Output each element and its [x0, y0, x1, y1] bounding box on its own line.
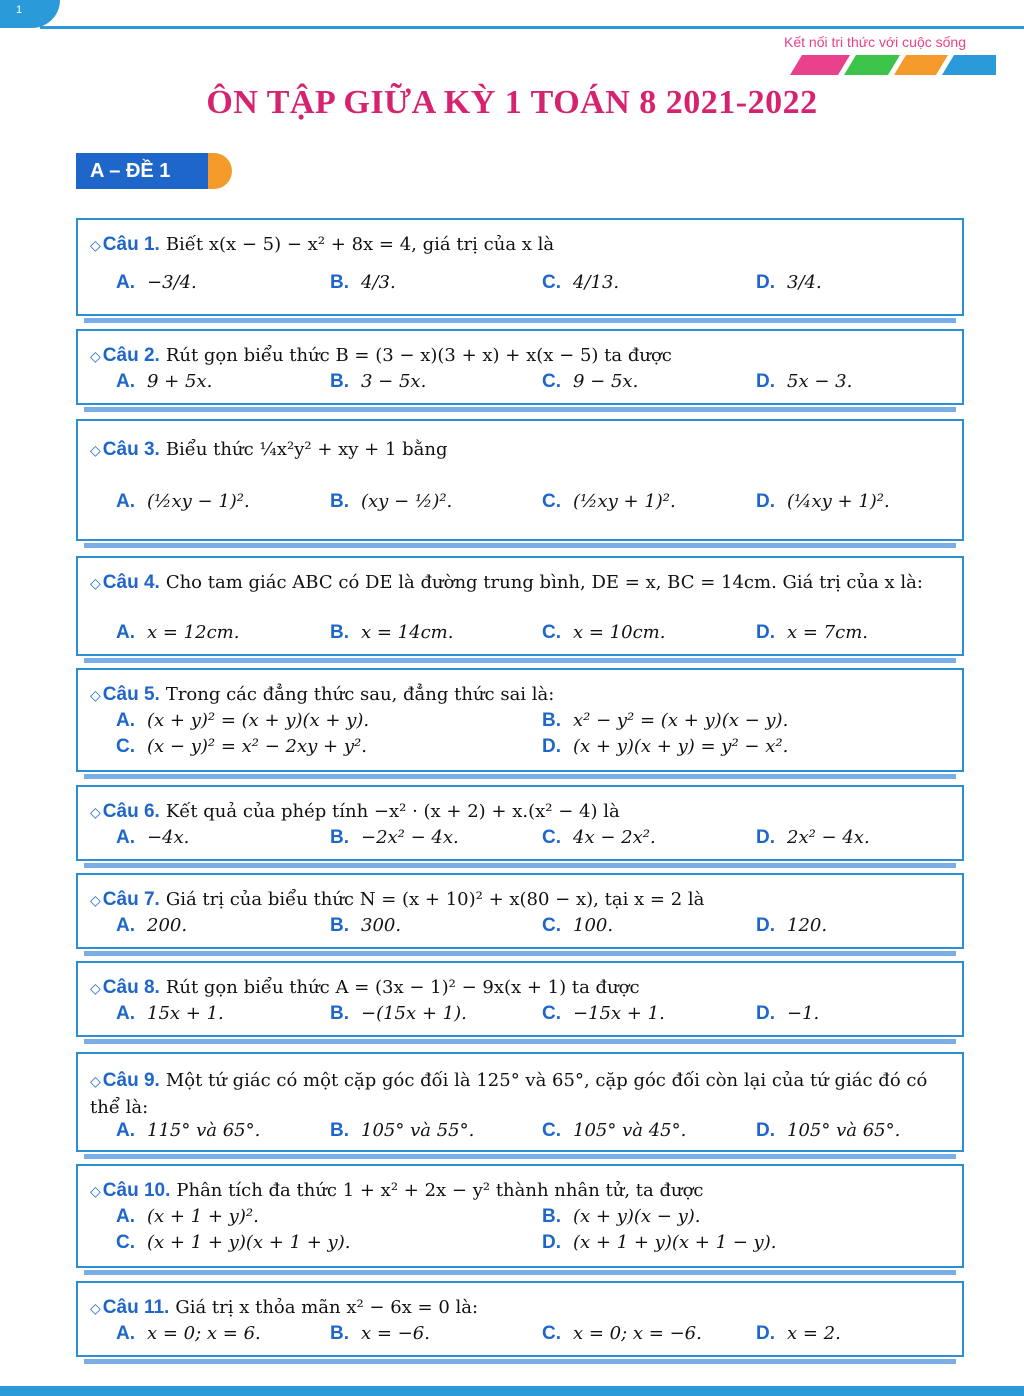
question-stem: Cho tam giác ABC có DE là đường trung bình, DE = x, BC = 14cm. Giá trị của x là:: [165, 572, 923, 593]
option-b: B. (x + y)(x − y).: [542, 1206, 701, 1227]
option-c: C. 9 − 5x.: [542, 371, 639, 392]
diamond-bullet-icon: ◇: [90, 981, 101, 997]
option-b: B. (xy − ½)².: [330, 491, 453, 512]
option-d: D. 105° và 65°.: [756, 1120, 901, 1141]
section-label: A – ĐỀ 1: [76, 153, 232, 189]
option-b: B. 300.: [330, 915, 402, 936]
option-b: B. x² − y² = (x + y)(x − y).: [542, 710, 789, 731]
question-label: Câu 1.: [102, 234, 160, 255]
question-7: ◇ Câu 7. Giá trị của biểu thức N = (x + 10)² + x(80 − x), tại x = 2 là A. 200. B. 300. C. 100. D. 120.: [76, 873, 964, 949]
question-stem: Trong các đẳng thức sau, đẳng thức sai là:: [165, 684, 555, 705]
option-a: A. (x + y)² = (x + y)(x + y).: [116, 710, 370, 731]
question-4: ◇ Câu 4. Cho tam giác ABC có DE là đường trung bình, DE = x, BC = 14cm. Giá trị của x là: A. x = 12cm. B. x = 14cm. C. x = 10cm. D. x = 7cm.: [76, 556, 964, 656]
footer-bar: [0, 1386, 1024, 1396]
question-stem: Rút gọn biểu thức A = (3x − 1)² − 9x(x + 1) ta được: [165, 977, 640, 998]
option-b: B. x = −6.: [330, 1323, 430, 1344]
question-stem: Biểu thức ¼x²y² + xy + 1 bằng: [165, 439, 448, 460]
option-a: A. (x + 1 + y)².: [116, 1206, 259, 1227]
option-a: A. 115° và 65°.: [116, 1120, 261, 1141]
diamond-bullet-icon: ◇: [90, 688, 101, 704]
question-stem: Rút gọn biểu thức B = (3 − x)(3 + x) + x(x − 5) ta được: [165, 345, 672, 366]
option-c: C. (½xy + 1)².: [542, 491, 676, 512]
option-a: A. (½xy − 1)².: [116, 491, 250, 512]
option-c: C. 100.: [542, 915, 614, 936]
option-d: D. 5x − 3.: [756, 371, 853, 392]
question-stem: Kết quả của phép tính −x² · (x + 2) + x.(x² − 4) là: [165, 801, 620, 822]
page-title: ÔN TẬP GIỮA KỲ 1 TOÁN 8 2021-2022: [206, 84, 818, 121]
option-a: A. −3/4.: [116, 272, 197, 293]
question-11: ◇ Câu 11. Giá trị x thỏa mãn x² − 6x = 0 là: A. x = 0; x = 6. B. x = −6. C. x = 0; x = −6. D. x = 2.: [76, 1281, 964, 1357]
question-6: ◇ Câu 6. Kết quả của phép tính −x² · (x + 2) + x.(x² − 4) là A. −4x. B. −2x² − 4x. C. 4x − 2x². D. 2x² − 4x.: [76, 785, 964, 861]
brand-tagline: Kết nối tri thức với cuộc sống: [784, 34, 966, 50]
diamond-bullet-icon: ◇: [90, 443, 101, 459]
question-stem: Giá trị của biểu thức N = (x + 10)² + x(80 − x), tại x = 2 là: [165, 889, 705, 910]
option-d: D. (x + 1 + y)(x + 1 − y).: [542, 1232, 777, 1253]
option-d: D. x = 7cm.: [756, 622, 868, 643]
option-c: C. (x + 1 + y)(x + 1 + y).: [116, 1232, 351, 1253]
option-c: C. x = 10cm.: [542, 622, 666, 643]
option-c: C. −15x + 1.: [542, 1003, 665, 1024]
option-c: C. x = 0; x = −6.: [542, 1323, 702, 1344]
diamond-bullet-icon: ◇: [90, 1074, 101, 1090]
page-number-tab: [0, 0, 60, 28]
option-d: D. 3/4.: [756, 272, 822, 293]
header-line: [40, 26, 1024, 29]
option-b: B. x = 14cm.: [330, 622, 454, 643]
diamond-bullet-icon: ◇: [90, 805, 101, 821]
diamond-bullet-icon: ◇: [90, 349, 101, 365]
question-stem: Biết x(x − 5) − x² + 8x = 4, giá trị của x là: [165, 234, 555, 255]
diamond-bullet-icon: ◇: [90, 238, 101, 254]
option-b: B. 3 − 5x.: [330, 371, 427, 392]
option-a: A. 15x + 1.: [116, 1003, 224, 1024]
decorative-stripes: [786, 55, 996, 75]
option-a: A. 9 + 5x.: [116, 371, 213, 392]
option-d: D. (¼xy + 1)².: [756, 491, 890, 512]
question-2: ◇ Câu 2. Rút gọn biểu thức B = (3 − x)(3 + x) + x(x − 5) ta được A. 9 + 5x. B. 3 − 5x. C. 9 − 5x. D. 5x − 3.: [76, 329, 964, 405]
option-a: A. −4x.: [116, 827, 190, 848]
diamond-bullet-icon: ◇: [90, 893, 101, 909]
option-c: C. 105° và 45°.: [542, 1120, 687, 1141]
option-a: A. x = 12cm.: [116, 622, 240, 643]
option-d: D. −1.: [756, 1003, 820, 1024]
option-b: B. −2x² − 4x.: [330, 827, 459, 848]
option-d: D. 2x² − 4x.: [756, 827, 870, 848]
question-5: ◇ Câu 5. Trong các đẳng thức sau, đẳng thức sai là: A. (x + y)² = (x + y)(x + y). B. x² − y² = (x + y)(x − y). C. (x − y)² = x² − 2xy + y². D. (x + y)(x + y) = y² − x².: [76, 668, 964, 772]
option-c: C. (x − y)² = x² − 2xy + y².: [116, 736, 367, 757]
option-b: B. 4/3.: [330, 272, 396, 293]
question-stem: Một tứ giác có một cặp góc đối là 125° và 65°, cặp góc đối còn lại của tứ giác đó có thể là:: [90, 1070, 928, 1118]
option-c: C. 4/13.: [542, 272, 620, 293]
question-10: ◇ Câu 10. Phân tích đa thức 1 + x² + 2x − y² thành nhân tử, ta được A. (x + 1 + y)². B. (x + y)(x − y). C. (x + 1 + y)(x + 1 + y). D. (x + 1 + y)(x + 1 − y).: [76, 1164, 964, 1268]
option-a: A. x = 0; x = 6.: [116, 1323, 261, 1344]
diamond-bullet-icon: ◇: [90, 576, 101, 592]
page-number: 1: [16, 4, 23, 16]
option-a: A. 200.: [116, 915, 188, 936]
option-b: B. −(15x + 1).: [330, 1003, 467, 1024]
diamond-bullet-icon: ◇: [90, 1301, 101, 1317]
question-1: [76, 218, 964, 316]
option-d: D. (x + y)(x + y) = y² − x².: [542, 736, 789, 757]
question-stem: Phân tích đa thức 1 + x² + 2x − y² thành nhân tử, ta được: [176, 1180, 704, 1201]
option-b: B. 105° và 55°.: [330, 1120, 475, 1141]
diamond-bullet-icon: ◇: [90, 1184, 101, 1200]
option-d: D. 120.: [756, 915, 828, 936]
question-9: ◇ Câu 9. Một tứ giác có một cặp góc đối là 125° và 65°, cặp góc đối còn lại của tứ giác đó có thể là: A. 115° và 65°. B. 105° và 55°. C. 105° và 45°. D. 105° và 65°.: [76, 1052, 964, 1152]
question-3: ◇ Câu 3. Biểu thức ¼x²y² + xy + 1 bằng A. (½xy − 1)². B. (xy − ½)². C. (½xy + 1)². D. (¼xy + 1)².: [76, 419, 964, 541]
option-d: D. x = 2.: [756, 1323, 841, 1344]
question-stem: Giá trị x thỏa mãn x² − 6x = 0 là:: [175, 1297, 479, 1318]
question-8: ◇ Câu 8. Rút gọn biểu thức A = (3x − 1)² − 9x(x + 1) ta được A. 15x + 1. B. −(15x + 1). C. −15x + 1. D. −1.: [76, 961, 964, 1037]
option-c: C. 4x − 2x².: [542, 827, 656, 848]
